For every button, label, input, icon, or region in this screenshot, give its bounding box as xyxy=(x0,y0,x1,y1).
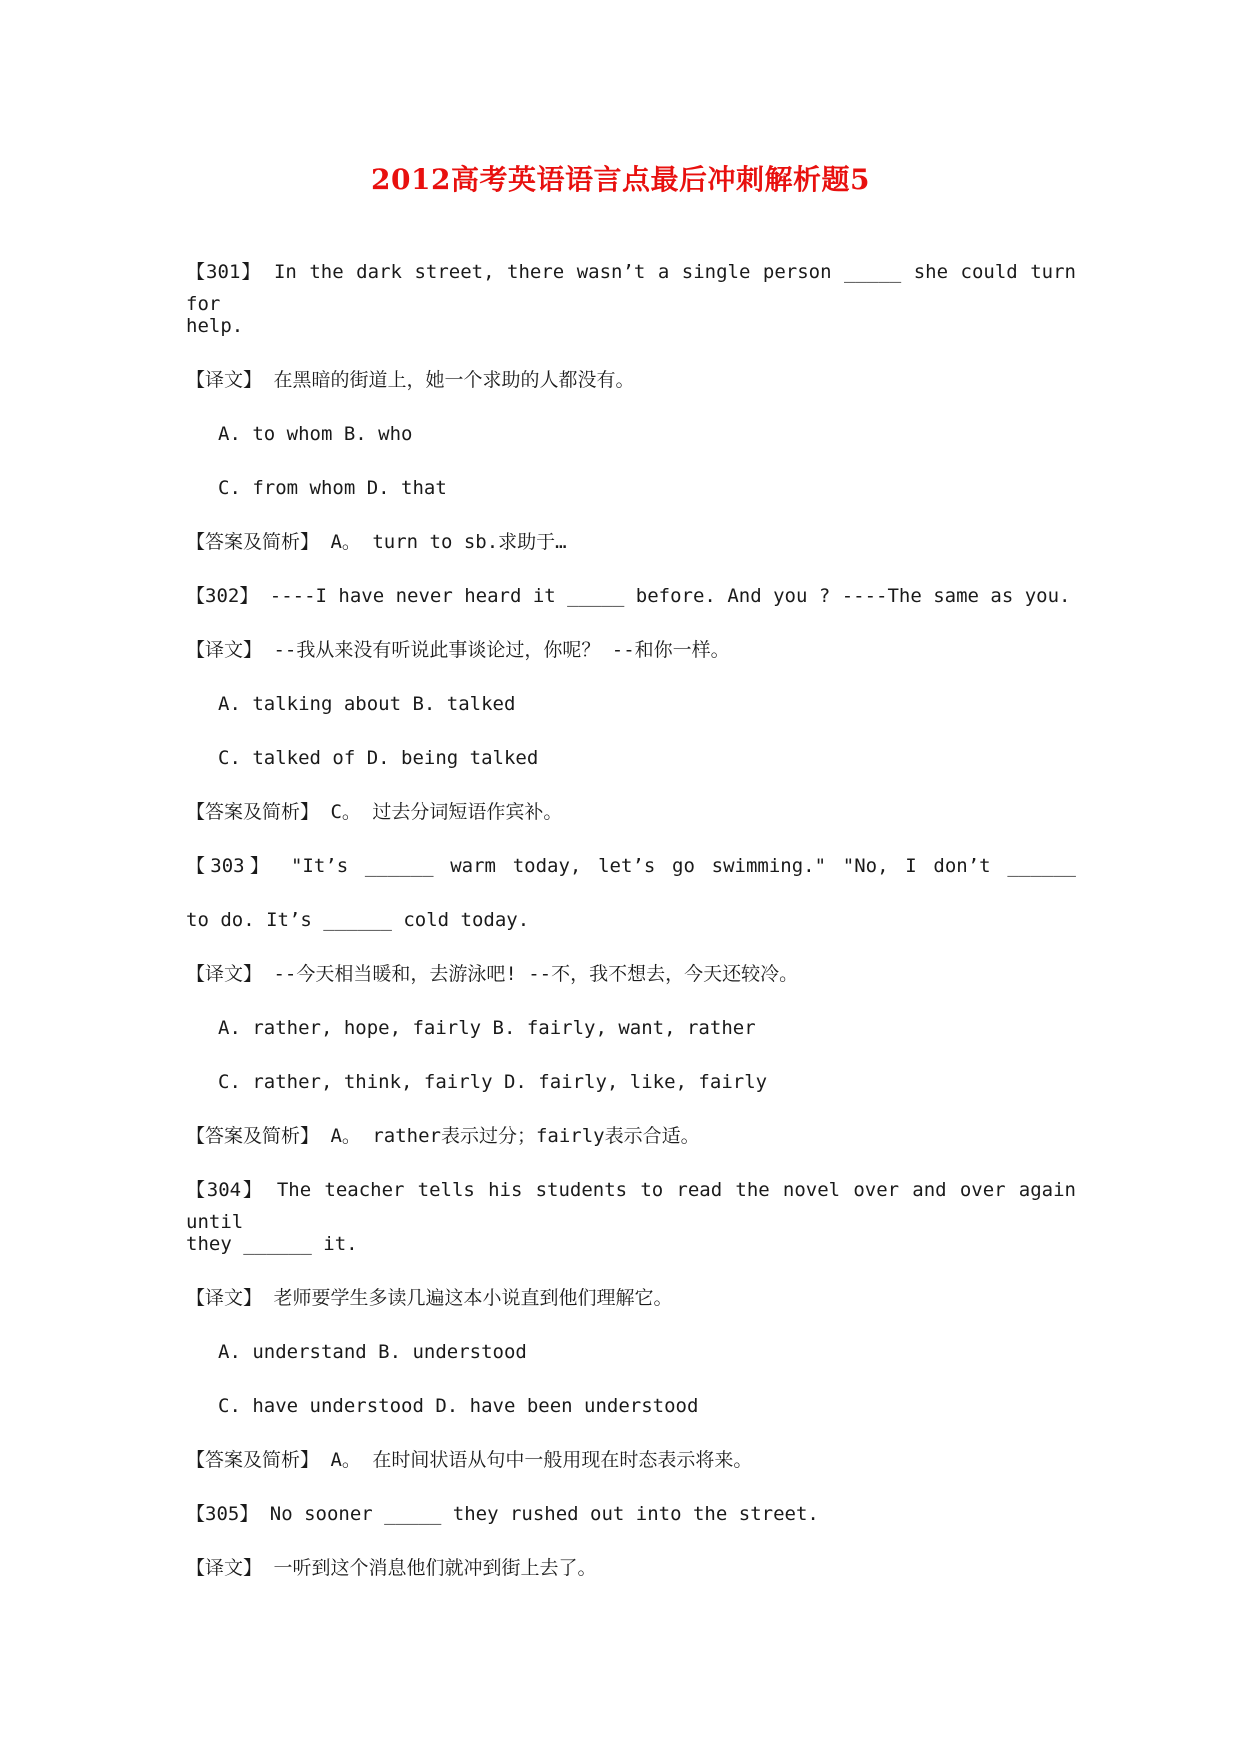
options-302-cd: C. talked of D. being talked xyxy=(218,747,539,769)
options-301-cd: C. from whom D. that xyxy=(218,477,447,499)
document-body xyxy=(186,256,1076,1606)
options-301-ab: A. to whom B. who xyxy=(218,423,413,445)
answer-301: 【答案及简析】 A。 turn to sb.求助于… xyxy=(186,531,567,553)
translation-305: 【译文】 一听到这个消息他们就冲到街上去了。 xyxy=(186,1557,597,1579)
question-304-line-1: 【304】 The teacher tells his students to read the novel over and over again until xyxy=(186,1179,1076,1233)
answer-302: 【答案及简析】 C。 过去分词短语作宾补。 xyxy=(186,801,563,823)
answer-304: 【答案及简析】 A。 在时间状语从句中一般用现在时态表示将来。 xyxy=(186,1449,753,1471)
question-301-line-1: 【301】 In the dark street, there wasn’t a single person _____ she could turn for xyxy=(186,261,1076,315)
options-303-ab: A. rather, hope, fairly B. fairly, want, rather xyxy=(218,1017,756,1039)
options-302-ab: A. talking about B. talked xyxy=(218,693,516,715)
translation-301: 【译文】 在黑暗的街道上，她一个求助的人都没有。 xyxy=(186,369,635,391)
question-303-line-2: to do. It’s ______ cold today. xyxy=(186,909,530,931)
question-304-line-2: they ______ it. xyxy=(186,1233,358,1255)
translation-302: 【译文】 --我从来没有听说此事谈论过，你呢？ --和你一样。 xyxy=(186,639,730,661)
document-title: 2012高考英语语言点最后冲刺解析题5 xyxy=(371,163,870,196)
question-305: 【305】 No sooner _____ they rushed out into the street. xyxy=(186,1503,819,1525)
question-301-line-2: help. xyxy=(186,315,244,337)
question-302: 【302】 ----I have never heard it _____ before. And you ? ----The same as you. xyxy=(186,585,1071,607)
translation-303: 【译文】 --今天相当暖和，去游泳吧! --不，我不想去，今天还较冷。 xyxy=(186,963,799,985)
options-304-cd: C. have understood D. have been understood xyxy=(218,1395,699,1417)
answer-303: 【答案及简析】 A。 rather表示过分；fairly表示合适。 xyxy=(186,1125,700,1147)
translation-304: 【译文】 老师要学生多读几遍这本小说直到他们理解它。 xyxy=(186,1287,673,1309)
question-303-line-1: 【303】 "It’s ______ warm today, let’s go swimming." "No, I don’t ______ xyxy=(186,855,1076,877)
options-303-cd: C. rather, think, fairly D. fairly, like, fairly xyxy=(218,1071,768,1093)
options-304-ab: A. understand B. understood xyxy=(218,1341,527,1363)
